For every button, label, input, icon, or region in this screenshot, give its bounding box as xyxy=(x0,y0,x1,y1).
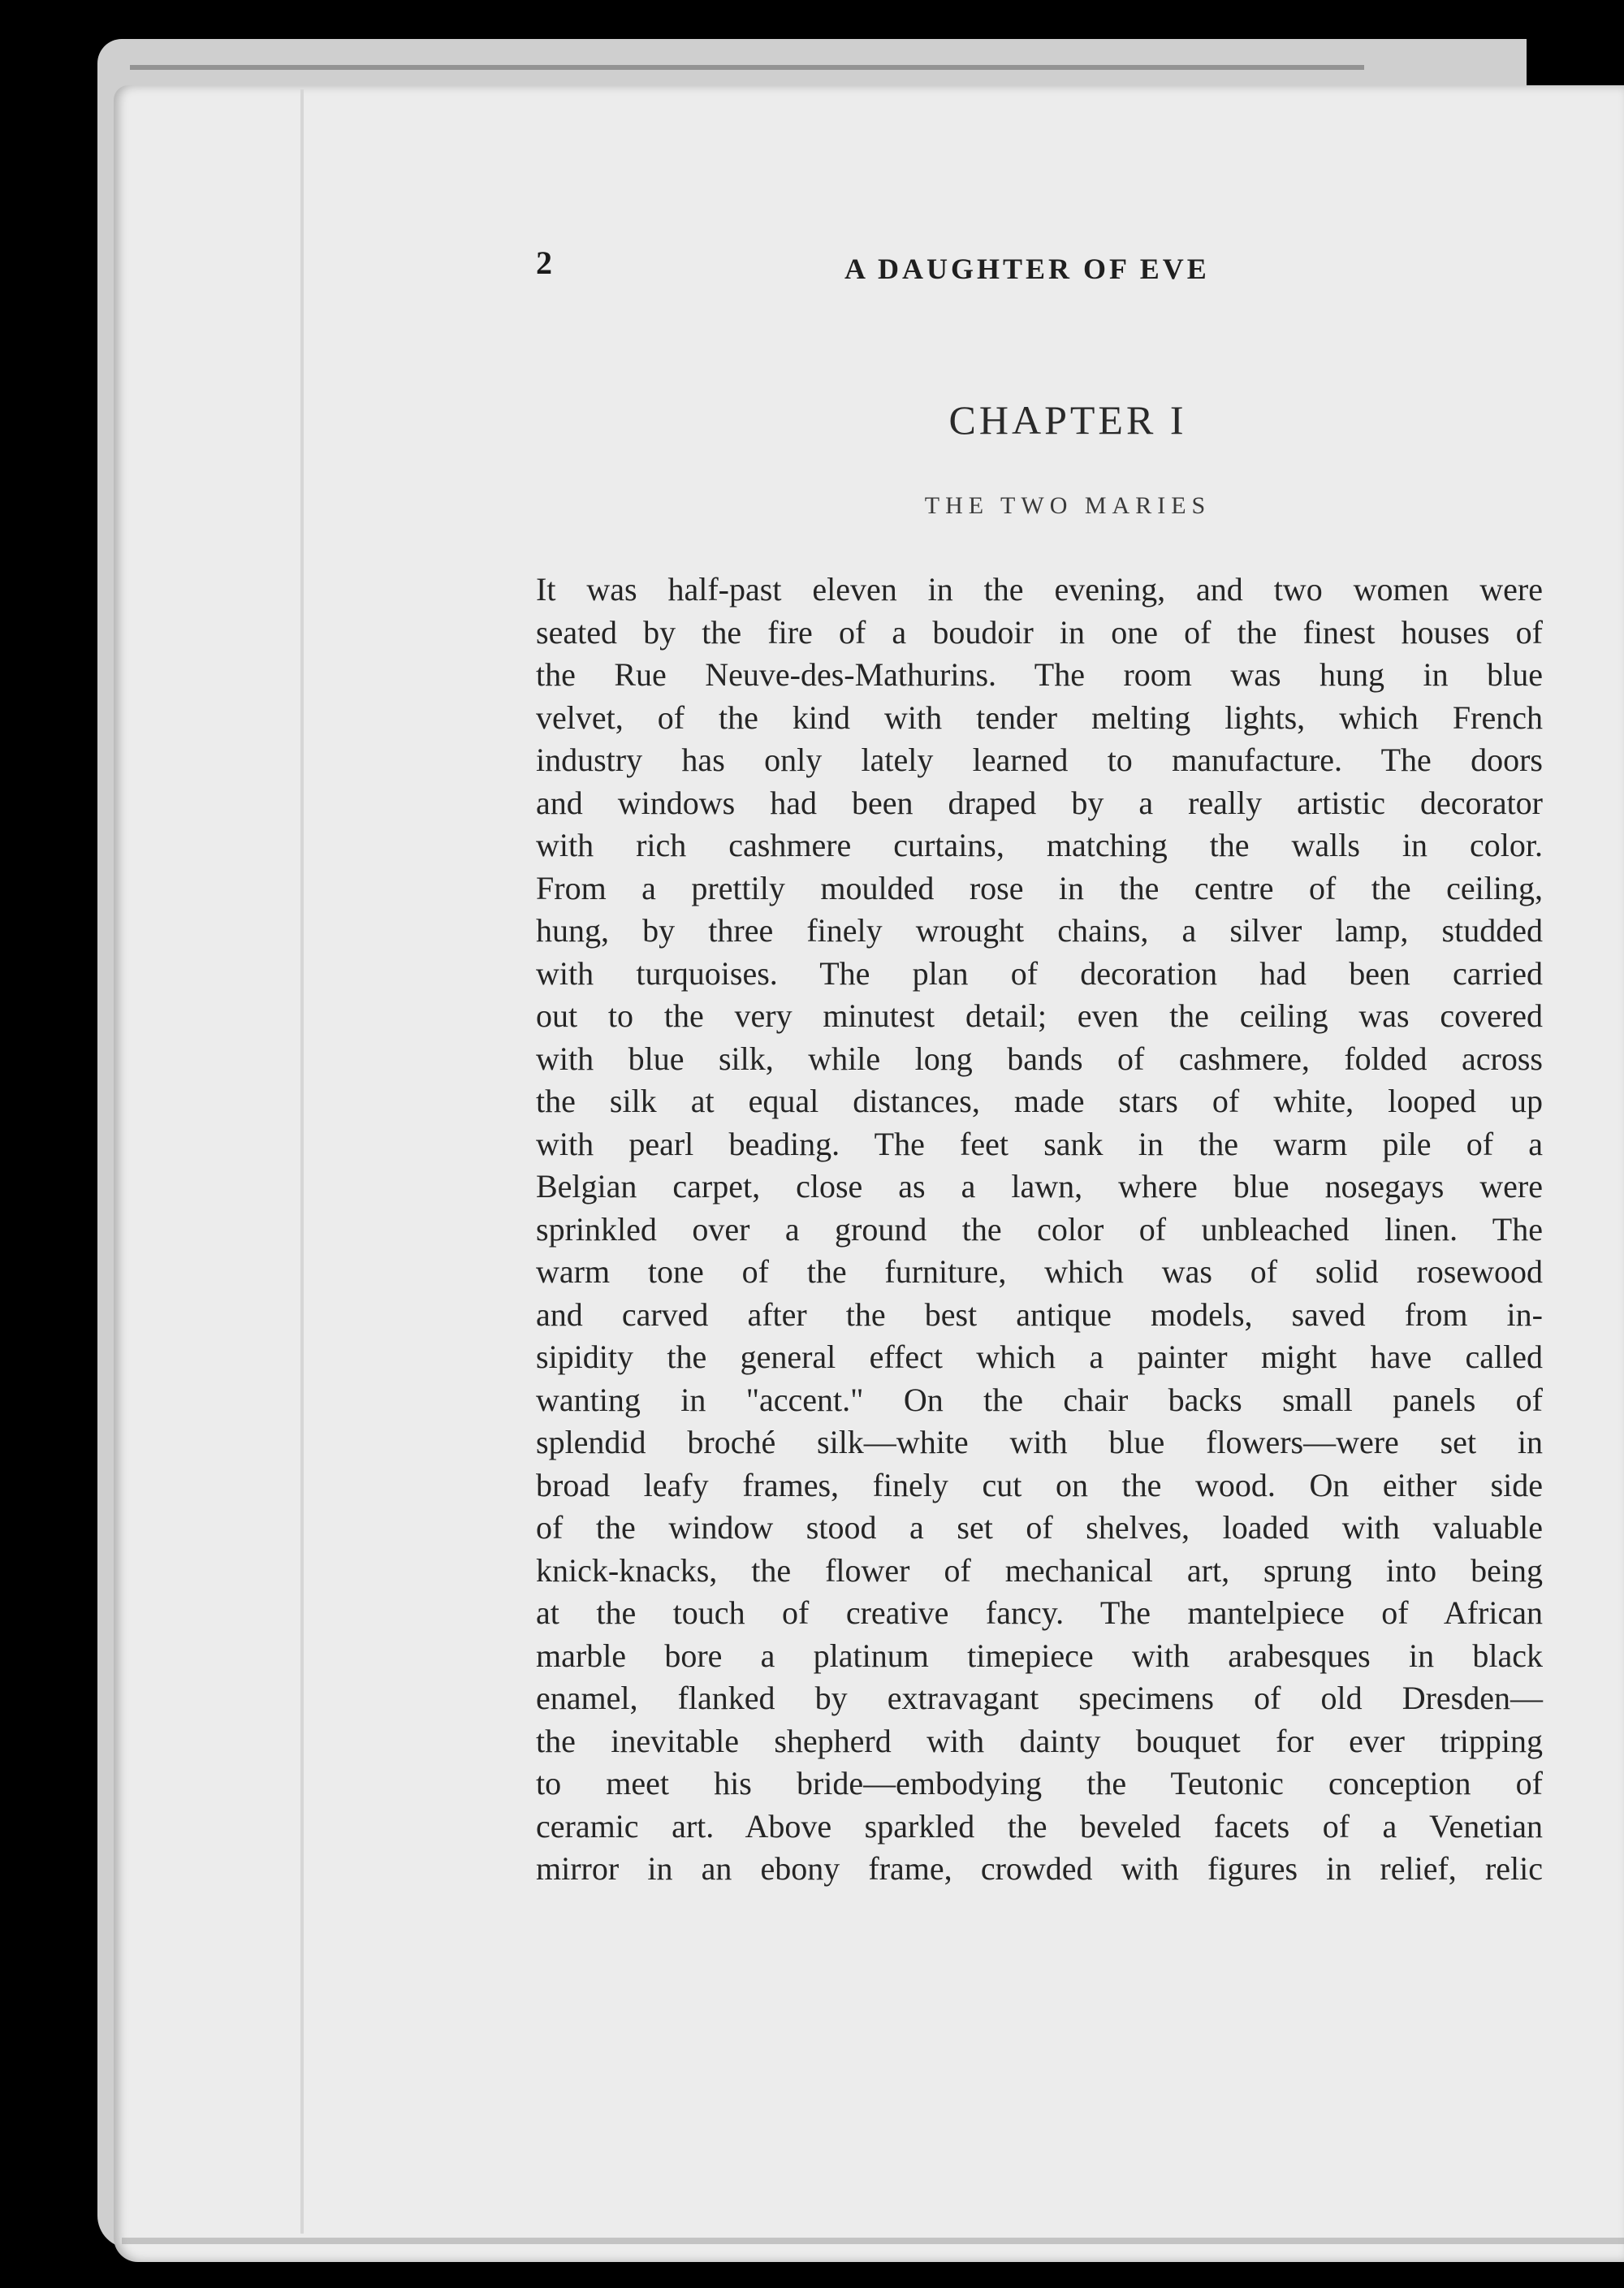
text-line: industry has only lately learned to manufacture. The doors xyxy=(536,742,1543,778)
text-line: and carved after the best antique models, saved from in- xyxy=(536,1295,1543,1333)
text-line: of the window stood a set of shelves, loaded with valuable xyxy=(536,1509,1543,1546)
bottom-page-edge xyxy=(122,2238,1624,2244)
text-line: wanting in "accent." On the chair backs small panels of xyxy=(536,1381,1543,1418)
text-line: and windows had been draped by a really artistic decorator xyxy=(536,784,1543,821)
text-line: with pearl beading. The feet sank in the warm pile of a xyxy=(536,1125,1543,1162)
page-number: 2 xyxy=(536,244,552,281)
text-line: sprinkled over a ground the color of unbleached linen. The xyxy=(536,1210,1543,1248)
text-line: at the touch of creative fancy. The mantelpiece of African xyxy=(536,1594,1543,1631)
book-title: A DAUGHTER OF EVE xyxy=(844,253,1210,285)
text-line: ceramic art. Above sparkled the beveled facets of a Venetian xyxy=(536,1807,1543,1845)
text-line: the Rue Neuve-des-Mathurins. The room was hung in blue xyxy=(536,656,1543,693)
text-line: with rich cashmere curtains, matching the walls in color. xyxy=(536,827,1543,863)
text-line: the inevitable shepherd with dainty bouquet for ever tripping xyxy=(536,1722,1543,1759)
text-line: marble bore a platinum timepiece with arabesques in black xyxy=(536,1637,1543,1674)
text-line: sipidity the general effect which a painter might have called xyxy=(536,1339,1543,1375)
text-line: broad leafy frames, finely cut on the wood. On either side xyxy=(536,1466,1543,1503)
top-edge-rule xyxy=(130,65,1364,70)
text-line: with blue silk, while long bands of cashmere, folded across xyxy=(536,1040,1543,1077)
text-line: mirror in an ebony frame, crowded with figures in relief, relic xyxy=(536,1850,1543,1887)
text-line: out to the very minutest detail; even the ceiling was covered xyxy=(536,997,1543,1034)
text-line: It was half-past eleven in the evening, and two women were xyxy=(536,571,1543,608)
body-text xyxy=(536,569,1543,1891)
text-line: with turquoises. The plan of decoration had been carried xyxy=(536,954,1543,992)
text-line: the silk at equal distances, made stars of white, looped up xyxy=(536,1083,1543,1119)
page-fold-edge xyxy=(300,89,304,2234)
text-line: From a prettily moulded rose in the centre of the ceiling, xyxy=(536,869,1543,906)
text-line: knick-knacks, the flower of mechanical art, sprung into being xyxy=(536,1551,1543,1589)
text-line: to meet his bride—embodying the Teutonic conception of xyxy=(536,1765,1543,1801)
text-line: splendid broché silk—white with blue flowers—were set in xyxy=(536,1424,1543,1460)
text-line: warm tone of the furniture, which was of solid rosewood xyxy=(536,1253,1543,1290)
text-line: enamel, flanked by extravagant specimens of old Dresden— xyxy=(536,1680,1543,1716)
text-line: hung, by three finely wrought chains, a silver lamp, studded xyxy=(536,912,1543,949)
chapter-title: CHAPTER I xyxy=(948,397,1187,443)
chapter-subtitle: THE TWO MARIES xyxy=(924,492,1212,519)
text-line: seated by the fire of a boudoir in one of the finest houses of xyxy=(536,613,1543,651)
text-line: velvet, of the kind with tender melting lights, which French xyxy=(536,699,1543,736)
text-line: Belgian carpet, close as a lawn, where blue nosegays were xyxy=(536,1168,1543,1205)
running-head xyxy=(536,244,1600,292)
